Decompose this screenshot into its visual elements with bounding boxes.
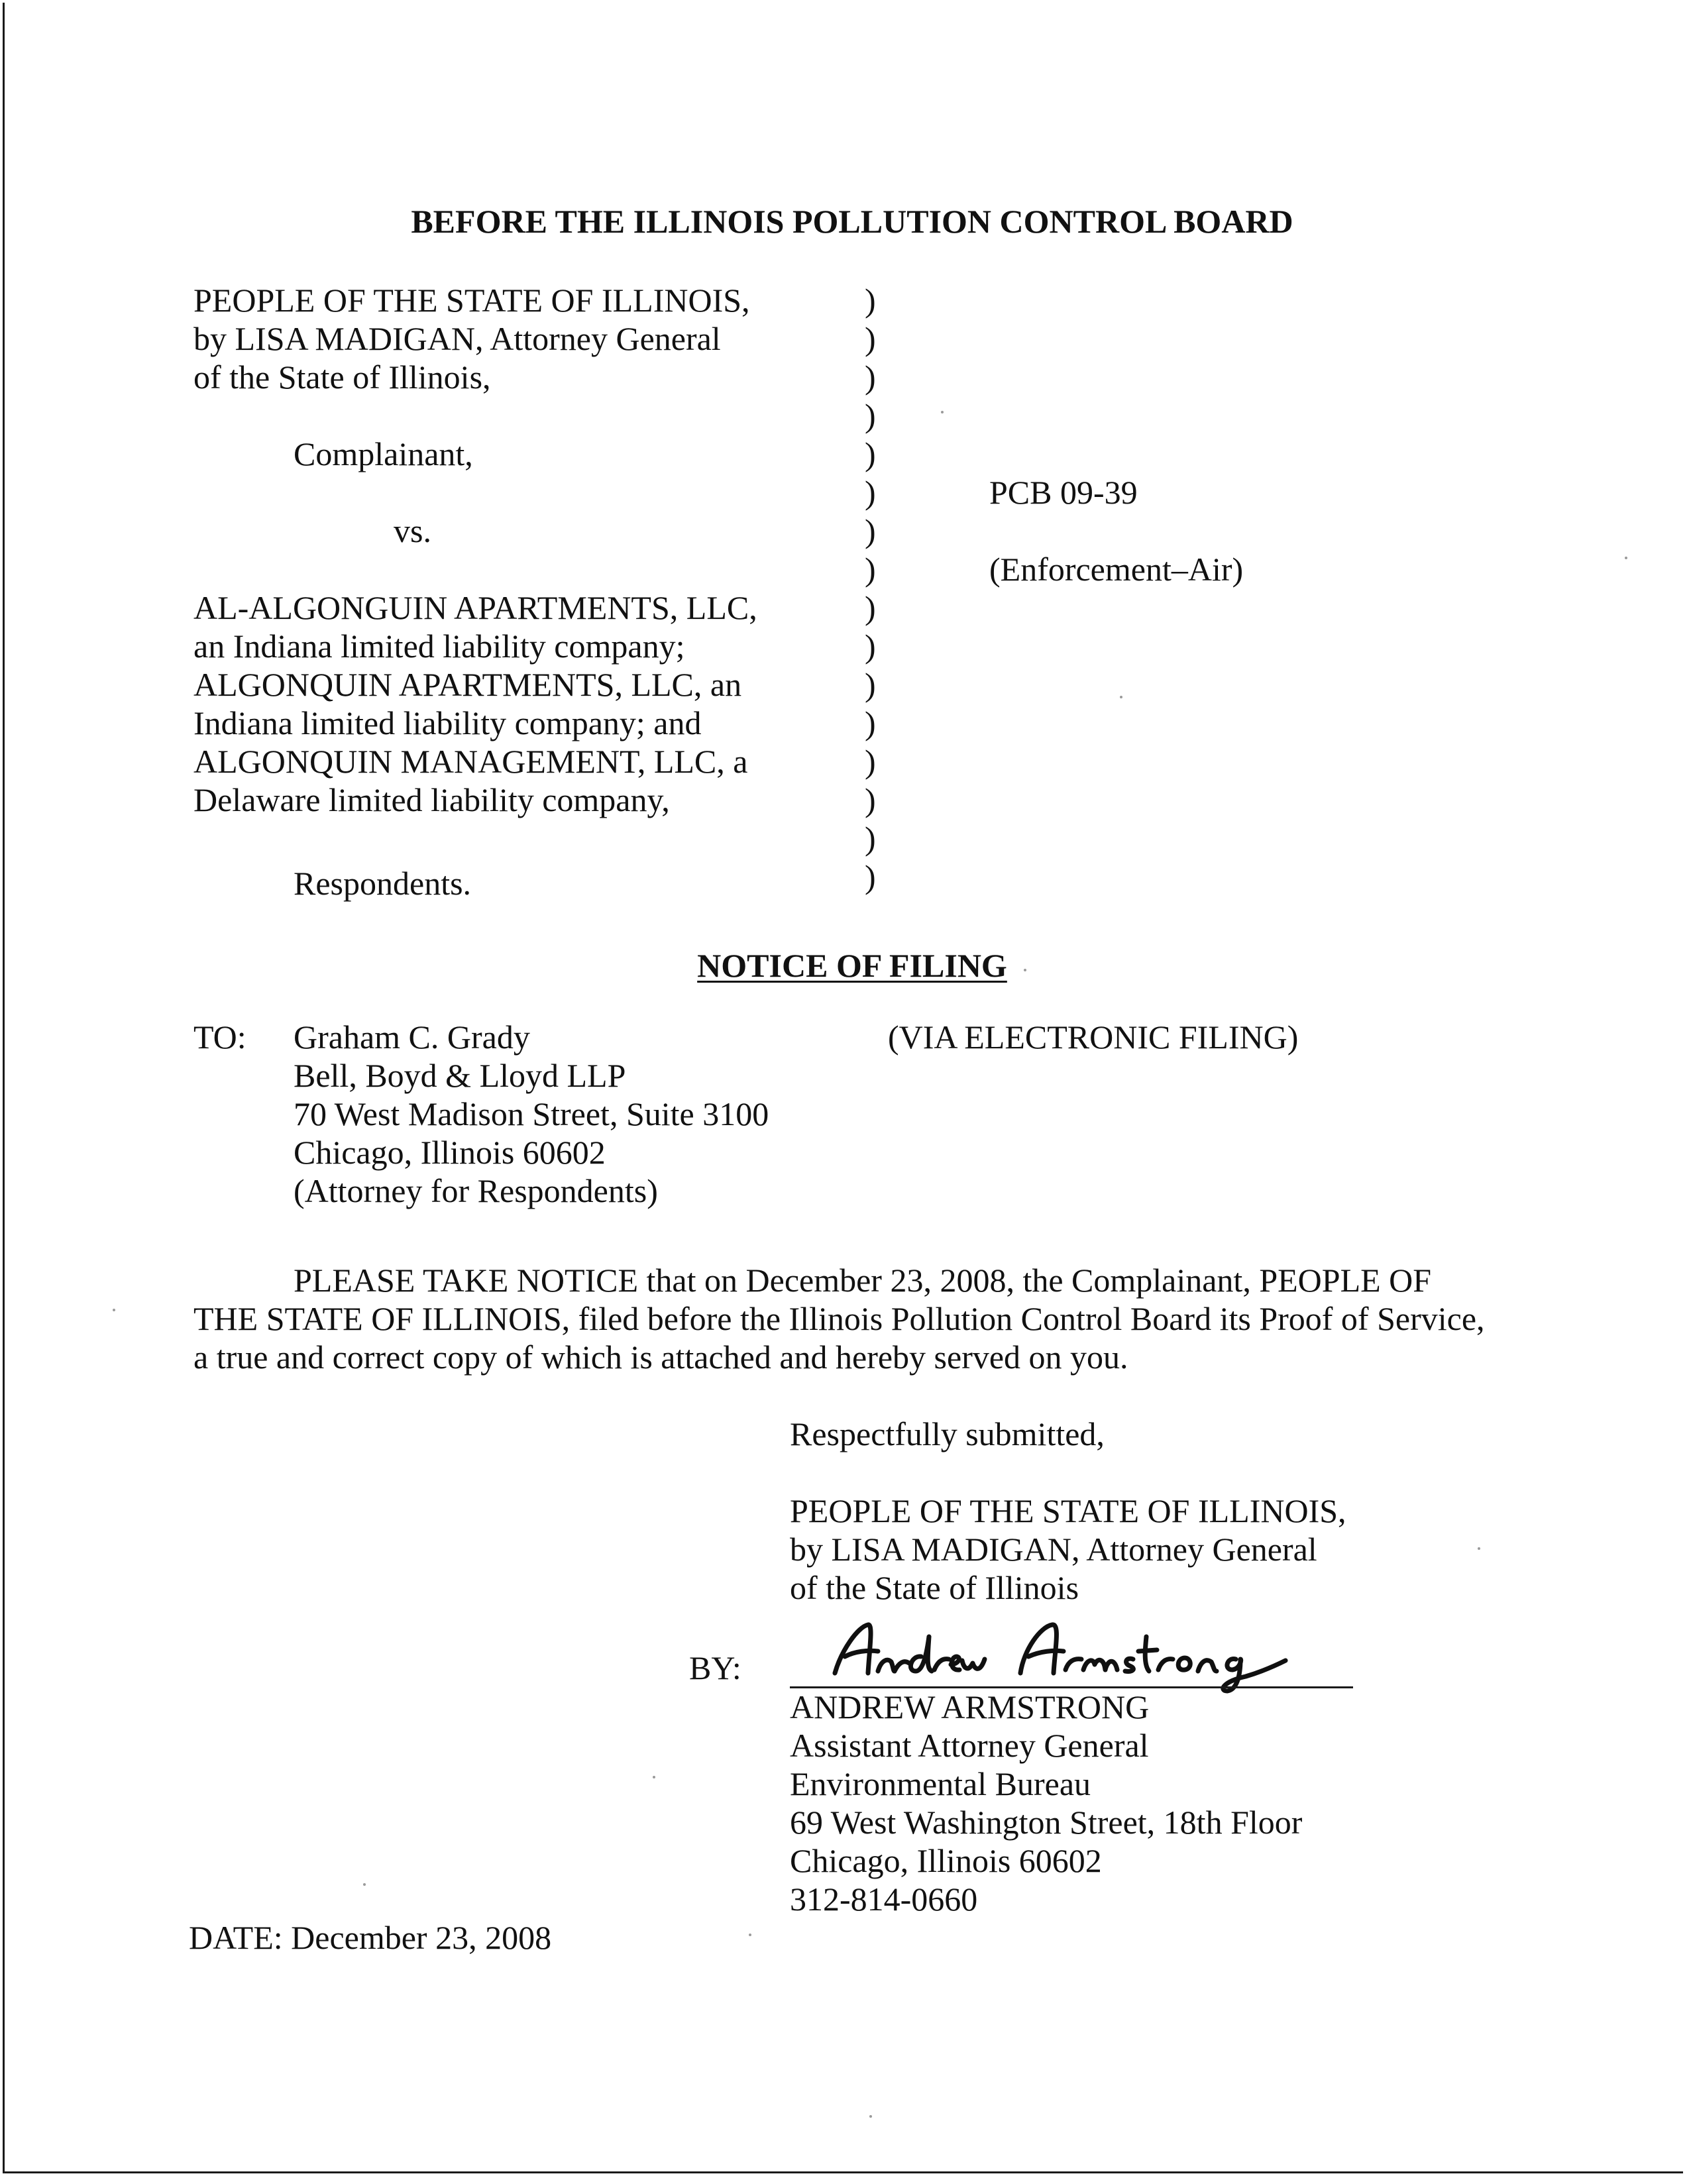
caption-paren: ) — [865, 781, 876, 818]
signer-line: Assistant Attorney General — [790, 1727, 1149, 1764]
caption-paren: ) — [865, 512, 876, 549]
notice-title-text: NOTICE OF FILING — [697, 947, 1007, 984]
to-label: TO: — [193, 1018, 246, 1056]
respondent-line: Indiana limited liability company; and — [193, 704, 702, 741]
body-line: PLEASE TAKE NOTICE that on December 23, 2008, the Complainant, PEOPLE OF — [294, 1262, 1432, 1299]
respondent-label: Respondents. — [294, 865, 472, 902]
scan-speck — [869, 2115, 872, 2118]
closing: Respectfully submitted, — [790, 1415, 1105, 1452]
respondent-line: ALGONQUIN APARTMENTS, LLC, an — [193, 666, 742, 703]
complainant-line: by LISA MADIGAN, Attorney General — [193, 320, 721, 357]
signer-party-line: by LISA MADIGAN, Attorney General — [790, 1531, 1317, 1568]
caption-paren: ) — [865, 666, 876, 703]
versus-label: vs. — [394, 512, 431, 549]
scan-speck — [1478, 1547, 1480, 1550]
scan-speck — [363, 1883, 366, 1886]
notice-body — [193, 1261, 1505, 1376]
recipient-address — [294, 1018, 769, 1210]
caption-paren: ) — [865, 743, 876, 780]
complainant-block — [193, 281, 750, 396]
complainant-line: PEOPLE OF THE STATE OF ILLINOIS, — [193, 282, 750, 319]
case-number: PCB 09-39 — [989, 474, 1138, 511]
date-line: DATE: December 23, 2008 — [189, 1919, 552, 1956]
caption-paren: ) — [865, 282, 876, 319]
board-heading: BEFORE THE ILLINOIS POLLUTION CONTROL BOARD — [411, 203, 1293, 240]
signer-line: Environmental Bureau — [790, 1765, 1091, 1802]
respondent-block — [193, 588, 757, 819]
scan-speck — [113, 1309, 115, 1311]
handwritten-signature — [822, 1610, 1299, 1696]
recipient-line: 70 West Madison Street, Suite 3100 — [294, 1095, 769, 1132]
caption-paren: ) — [865, 435, 876, 472]
scan-speck — [1625, 557, 1627, 559]
scan-speck — [941, 411, 944, 413]
respondent-line: an Indiana limited liability company; — [193, 628, 685, 665]
respondent-line: Delaware limited liability company, — [193, 781, 670, 818]
caption-paren-column — [865, 281, 891, 896]
signer-info — [790, 1688, 1302, 1918]
body-line: a true and correct copy of which is attached and hereby served on you. — [193, 1338, 1128, 1376]
caption-paren: ) — [865, 820, 876, 857]
caption-paren: ) — [865, 858, 876, 895]
body-line: THE STATE OF ILLINOIS, filed before the Illinois Pollution Control Board its Proof of Service, — [193, 1300, 1485, 1337]
signer-line: 312-814-0660 — [790, 1881, 978, 1918]
recipient-line: Graham C. Grady — [294, 1018, 530, 1056]
respondent-line: AL-ALGONGUIN APARTMENTS, LLC, — [193, 589, 757, 626]
caption-paren: ) — [865, 397, 876, 434]
recipient-line: (Attorney for Respondents) — [294, 1172, 658, 1209]
signer-line: ANDREW ARMSTRONG — [790, 1688, 1150, 1725]
signer-party-line: PEOPLE OF THE STATE OF ILLINOIS, — [790, 1492, 1346, 1529]
by-label: BY: — [689, 1649, 741, 1686]
scan-speck — [749, 1934, 751, 1936]
caption-paren: ) — [865, 320, 876, 357]
delivery-method: (VIA ELECTRONIC FILING) — [888, 1018, 1299, 1056]
signer-party — [790, 1492, 1346, 1607]
notice-title — [0, 946, 1691, 985]
signer-party-line: of the State of Illinois — [790, 1569, 1079, 1606]
caption-paren: ) — [865, 474, 876, 511]
caption-paren: ) — [865, 358, 876, 396]
signer-line: 69 West Washington Street, 18th Floor — [790, 1804, 1303, 1841]
recipient-line: Chicago, Illinois 60602 — [294, 1134, 606, 1171]
caption-paren: ) — [865, 704, 876, 741]
signer-line: Chicago, Illinois 60602 — [790, 1842, 1102, 1879]
respondent-line: ALGONQUIN MANAGEMENT, LLC, a — [193, 743, 748, 780]
caption-paren: ) — [865, 589, 876, 626]
scan-speck — [1120, 696, 1122, 698]
complainant-label: Complainant, — [294, 435, 473, 472]
scan-speck — [653, 1776, 655, 1778]
case-type: (Enforcement–Air) — [989, 551, 1244, 588]
complainant-line: of the State of Illinois, — [193, 358, 491, 396]
caption-paren: ) — [865, 551, 876, 588]
recipient-line: Bell, Boyd & Lloyd LLP — [294, 1057, 626, 1094]
caption-paren: ) — [865, 628, 876, 665]
scan-speck — [1024, 969, 1026, 971]
